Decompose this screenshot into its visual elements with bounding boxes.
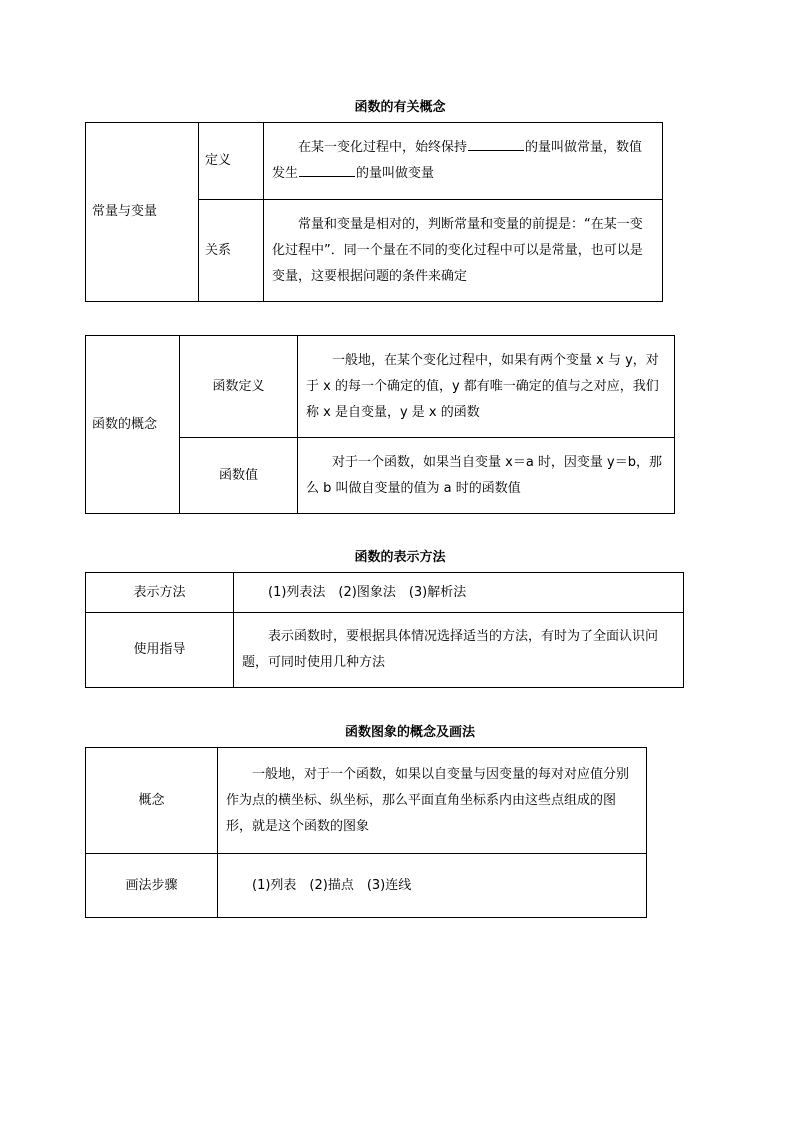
function-definition-cell — [298, 336, 675, 438]
row-group-label: 常量与变量 — [86, 123, 199, 302]
fill-in-blank[interactable] — [468, 136, 524, 151]
definition-text-1: 在某一变化过程中，始终保持 — [298, 140, 468, 155]
table-function-concept — [85, 335, 675, 514]
definition-text-3: 的量叫做变量 — [356, 166, 435, 181]
row-group-label: 函数的概念 — [86, 336, 180, 514]
table-constants-variables — [85, 122, 663, 302]
table-graph-concept — [85, 747, 647, 918]
relation-label: 关系 — [199, 200, 264, 302]
function-value-label: 函数值 — [180, 438, 298, 514]
relation-text: 常量和变量是相对的，判断常量和变量的前提是：“在某一变化过程中”．同一个量在不同的变化过程中可以是常量，也可以是变量，这要根据问题的条件来确定 — [272, 216, 643, 284]
guide-text: 表示函数时，要根据具体情况选择适当的方法，有时为了全面认识问题，可同时使用几种方法 — [242, 629, 659, 670]
concept-text: 一般地，对于一个函数，如果以自变量与因变量的每对对应值分别作为点的横坐标、纵坐标，那么平面直角坐标系内由这些点组成的图形，就是这个函数的图象 — [226, 766, 630, 834]
section-title-representation: 函数的表示方法 — [354, 550, 446, 565]
definition-text-2: 的量叫做常量，数值发生 — [272, 140, 643, 181]
methods-label: 表示方法 — [86, 573, 234, 613]
guide-label: 使用指导 — [86, 613, 234, 688]
function-definition-text: 一般地，在某个变化过程中，如果有两个变量 x 与 y，对于 x 的每一个确定的值，y 都有唯一确定的值与之对应，我们称 x 是自变量，y 是 x 的函数 — [306, 352, 659, 420]
function-value-cell — [298, 438, 675, 514]
steps-text: (1)列表 (2)描点 (3)连线 — [252, 877, 412, 893]
methods-text: (1)列表法 (2)图象法 (3)解析法 — [268, 584, 467, 600]
section-title-graph: 函数图象的概念及画法 — [344, 725, 475, 740]
guide-cell — [234, 613, 684, 688]
fill-in-blank[interactable] — [299, 162, 355, 177]
function-definition-label: 函数定义 — [180, 336, 298, 438]
concept-cell — [218, 748, 647, 854]
methods-cell — [234, 573, 684, 613]
section-title-function-concepts: 函数的有关概念 — [354, 100, 446, 115]
concept-label: 概念 — [86, 748, 218, 854]
definition-cell — [264, 123, 663, 200]
definition-label: 定义 — [199, 123, 264, 200]
function-value-text: 对于一个函数，如果当自变量 x＝a 时，因变量 y＝b，那么 b 叫做自变量的值为 a 时的函数值 — [306, 454, 663, 496]
relation-cell — [264, 200, 663, 302]
table-representation-methods — [85, 572, 684, 688]
steps-cell — [218, 854, 647, 918]
steps-label: 画法步骤 — [86, 854, 218, 918]
